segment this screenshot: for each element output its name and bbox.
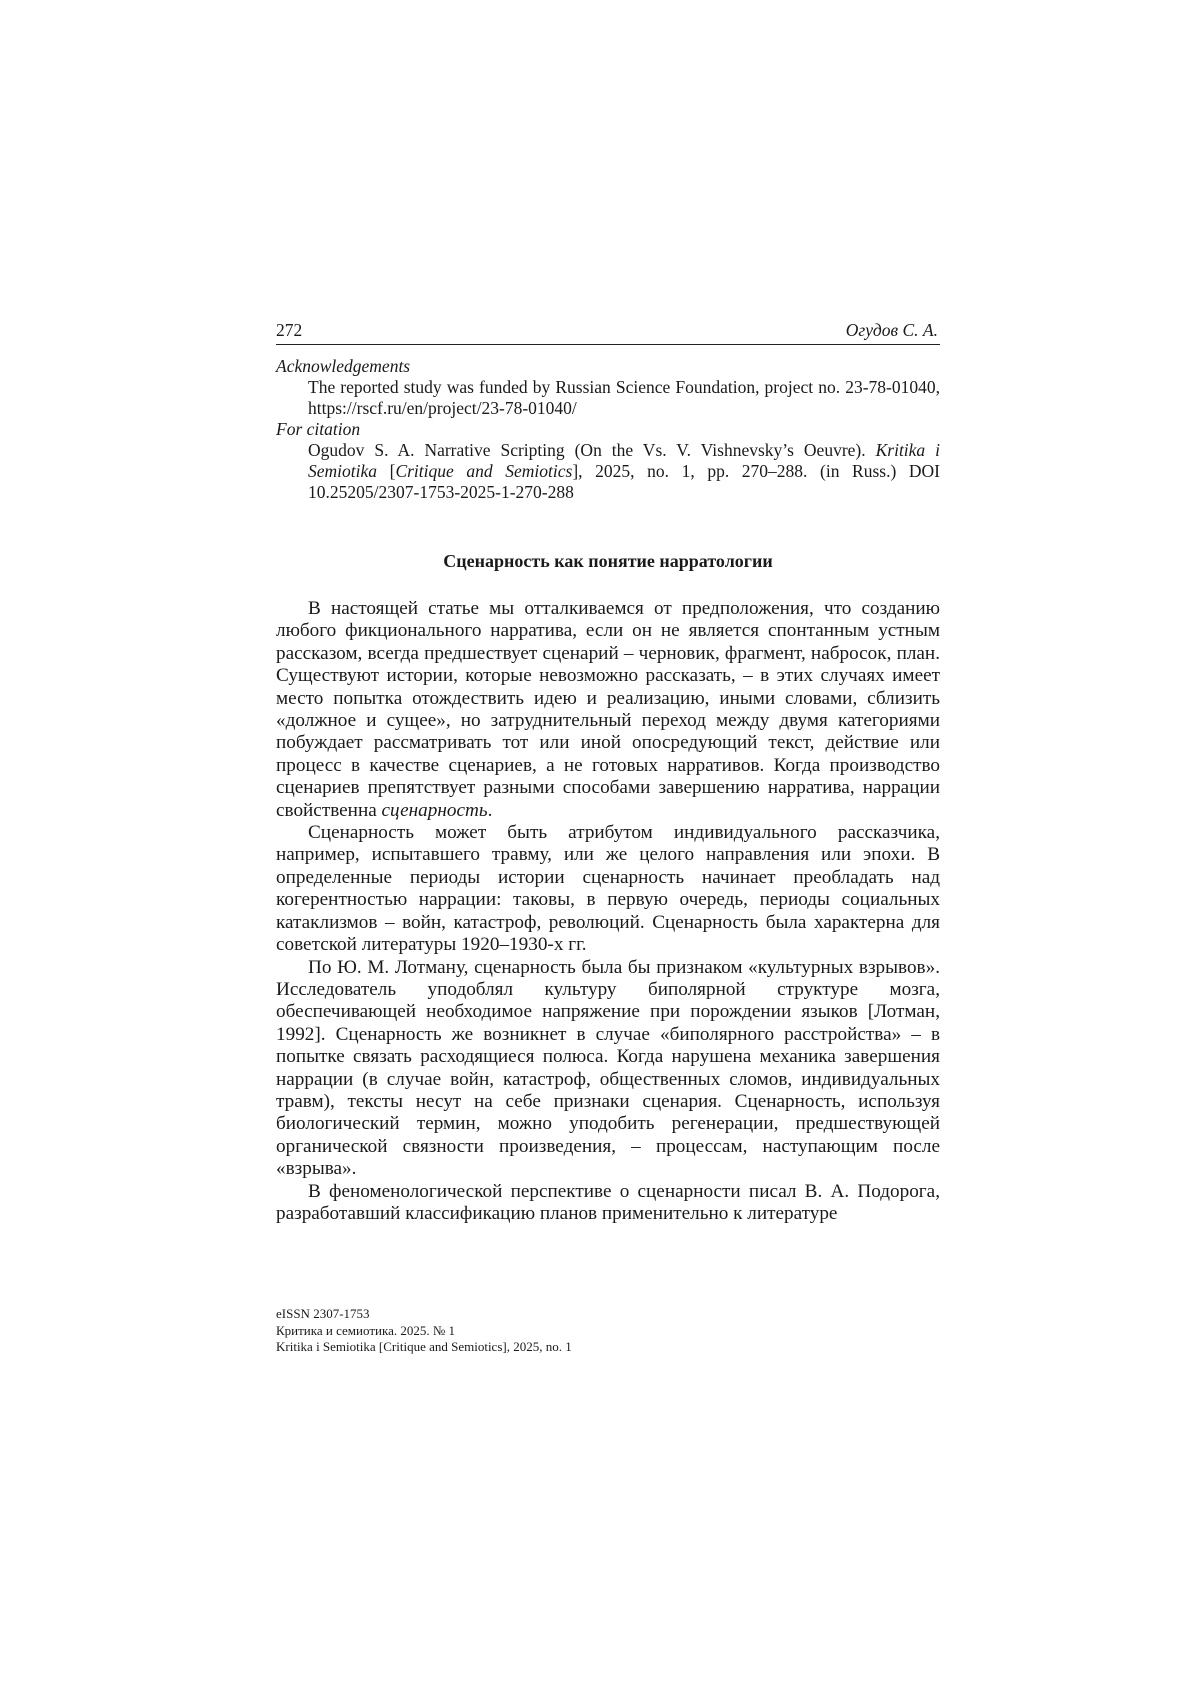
citation-body [308,440,940,503]
running-author: Огудов С. А. [845,320,938,340]
page-number: 272 [276,320,303,340]
paragraph-1 [276,598,940,822]
footer-journal-en: Kritika i Semiotika [Critique and Semiotics], 2025, no. 1 [276,1339,572,1354]
body-text [276,598,940,1225]
paragraph-3: По Ю. М. Лотману, сценарность была бы признаком «культурных взрывов». Исследователь уподоблял культуру биполярной структуре мозга, обеспечивающей необходимое напряжение при порождении языков [Лотман, 1992]. Сценарность же возникнет в случае «биполярного расстройства» – в попытке связать расходящиеся полюса. Когда нарушена механика завершения наррации (в случае войн, катастроф, общественных сломов, индивидуальных травм), тексты несут на себе признаки сценария. Сценарность, используя биологический термин, можно уподобить регенерации, предшествующей органической связности произведения, – процессам, наступающим после «взрыва». [276,956,940,1180]
paragraph-1-term: сценарность [381,799,488,821]
acknowledgements-body: The reported study was funded by Russian Science Foundation, project no. 23-78-01040, https://rscf.ru/en/project/23-78-01040/ [308,377,940,418]
paragraph-1-end: . [487,799,493,821]
acknowledgements-text [276,377,940,419]
running-header [276,318,940,345]
citation-label: For citation [276,419,361,439]
citation-part1: Ogudov S. A. Narrative Scripting (On the Vs. V. Vishnevsky’s Oeuvre). [308,440,876,460]
citation-journal: Kritika i Semiotika [308,440,941,481]
citation-journal-translation: Critique and Semiotics [395,461,573,481]
citation-part2: [ [377,461,396,481]
acknowledgements-label: Acknowledgements [276,356,411,376]
citation-part3: ], 2025, no. 1, pp. 270–288. (in Russ.) DOI 10.25205/2307-1753-2025-1-270-288 [308,461,941,502]
section-title: Сценарность как понятие нарратологии [443,551,773,571]
footer-issn: eISSN 2307-1753 [276,1306,370,1321]
paragraph-1-main: В настоящей статье мы отталкиваемся от предположения, что созданию любого фикционального нарратива, если он не является спонтанным устным рассказом, всегда предшествует сценарий – черновик, фрагмент, набросок, план. Существуют истории, которые невозможно рассказать, – в этих случаях имеет место попытка отождествить идею и реализацию, иными словами, сблизить «должное и сущее», но затруднительный переход между двумя категориями побуждает рассматривать тот или иной опосредующий текст, действие или процесс в качестве сценариев, а не готовых нарративов. Когда производство сценариев препятствует разными способами завершению нарратива, наррации свойственна [276,598,940,821]
page-content [276,318,940,1225]
footer-journal-ru: Критика и семиотика. 2025. № 1 [276,1322,456,1338]
article-metadata [276,356,940,503]
citation-text [276,440,940,503]
page-footer [276,1306,572,1356]
paragraph-2: Сценарность может быть атрибутом индивидуального рассказчика, например, испытавшего травму, или же целого направления или эпохи. В определенные периоды истории сценарность начинает преобладать над когерентностью наррации: таковы, в первую очередь, периоды социальных катаклизмов – войн, катастроф, революций. Сценарность была характерна для советской литературы 1920–1930-х гг. [276,822,940,956]
paragraph-4: В феноменологической перспективе о сценарности писал В. А. Подорога, разработавший классификацию планов применительно к литературе [276,1180,940,1224]
